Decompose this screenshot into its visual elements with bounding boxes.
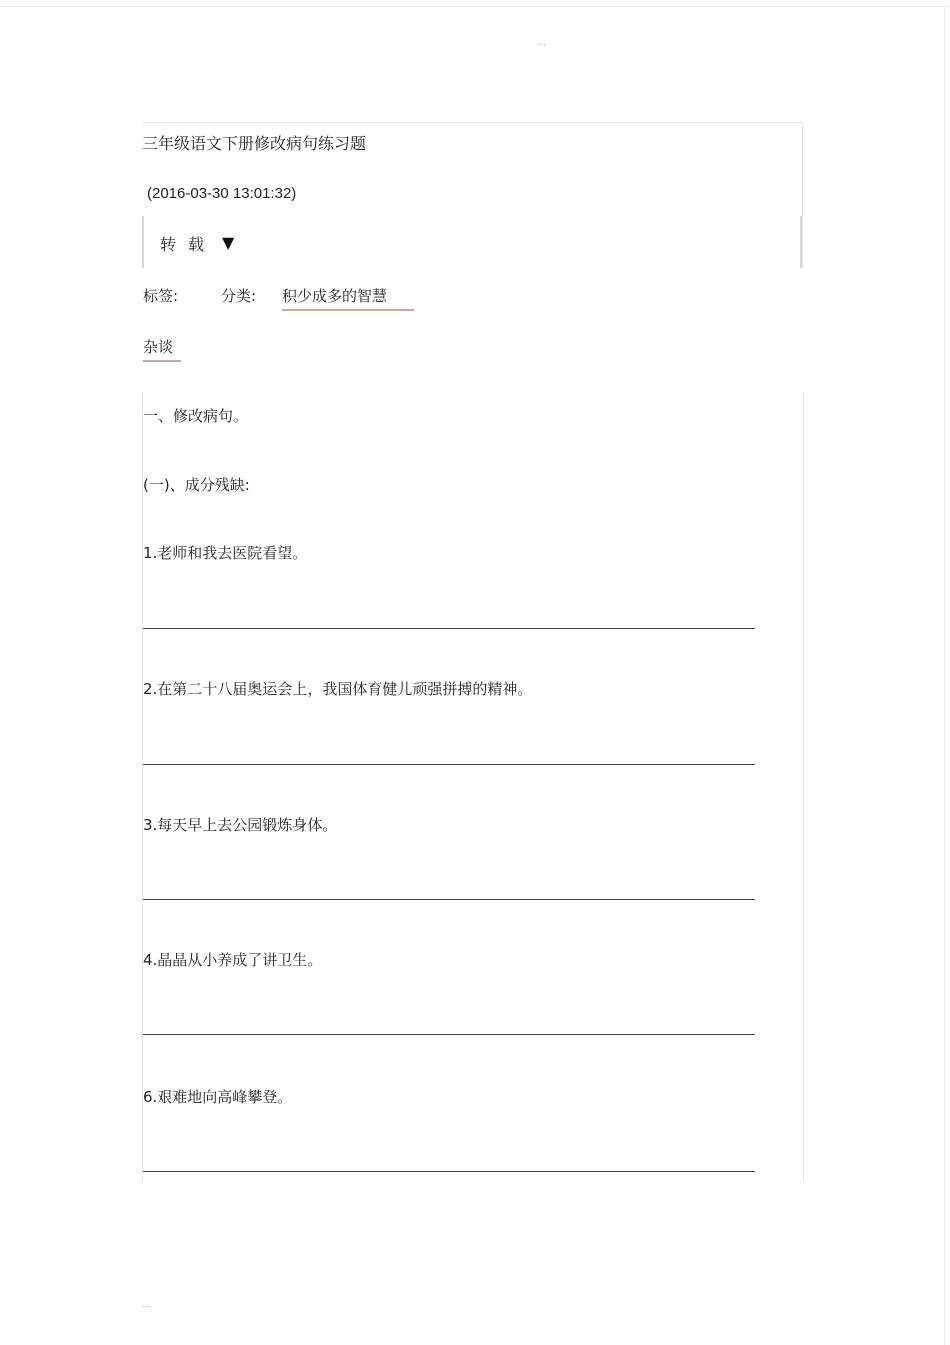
page-right-edge	[944, 6, 945, 1345]
subsection-heading: (一)、成分残缺:	[143, 476, 250, 494]
dropdown-arrow-icon[interactable]: ▼	[222, 233, 235, 252]
answer-line-6	[143, 1171, 755, 1172]
page-header-marker: ...	[538, 38, 546, 47]
answer-line-1	[143, 628, 755, 629]
page-footer-marker: ...	[142, 1300, 150, 1309]
exercise-item-4: 4.晶晶从小养成了讲卫生。	[143, 951, 323, 969]
exercise-item-2: 2.在第二十八届奥运会上，我国体育健儿顽强拼搏的精神。	[143, 680, 533, 698]
page-top-edge	[0, 6, 950, 7]
section-heading: 一、修改病句。	[143, 407, 249, 425]
exercise-item-3: 3.每天早上去公园锻炼身体。	[143, 816, 338, 834]
category-link-misc[interactable]: 杂谈	[143, 336, 181, 362]
repost-button[interactable]: 转载	[160, 235, 217, 254]
answer-line-3	[143, 899, 755, 900]
answer-line-4	[143, 1034, 755, 1035]
exercise-item-6: 6.艰难地向高峰攀登。	[143, 1088, 293, 1106]
answer-line-2	[143, 764, 755, 765]
category-label: 分类:	[221, 287, 257, 305]
exercise-item-1: 1.老师和我去医院看望。	[143, 544, 308, 562]
article-content-box	[142, 392, 804, 1182]
category-link[interactable]: 积少成多的智慧	[282, 285, 414, 311]
article-action-bar	[142, 216, 802, 268]
article-title: 三年级语文下册修改病句练习题	[142, 134, 367, 153]
article-date: (2016-03-30 13:01:32)	[147, 185, 297, 202]
tags-label: 标签:	[143, 287, 179, 305]
